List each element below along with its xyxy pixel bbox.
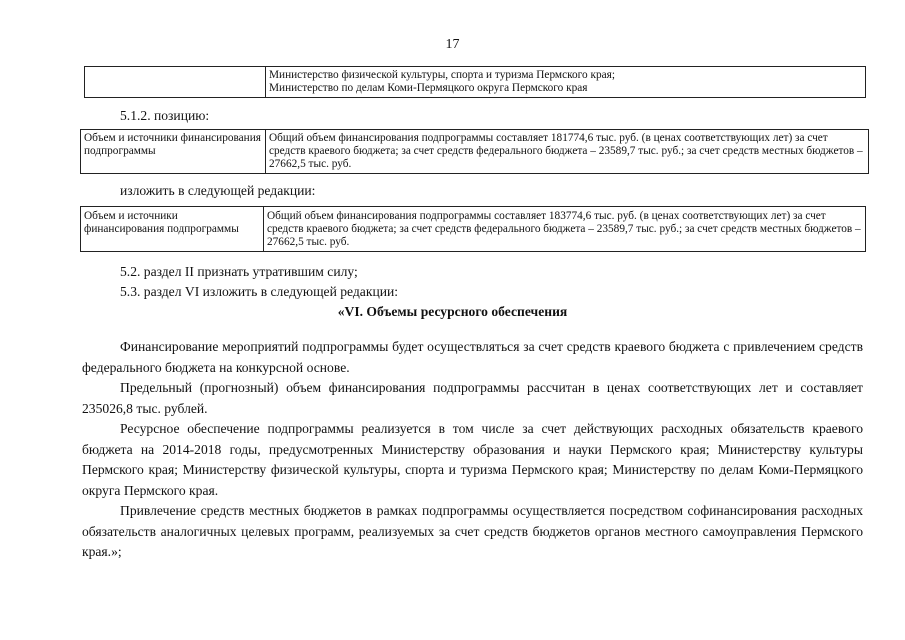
section-heading: «VI. Объемы ресурсного обеспечения xyxy=(337,304,568,319)
paragraph: Привлечение средств местных бюджетов в рамках подпрограммы осуществляется посредством софинансирования расходных обязательств аналогичных целевых программ, реализуемых за счет средств бюджетов органов местного самоуправления Пермского края.»; xyxy=(82,503,863,559)
table-old-left: Объем и источники финансирования подпрограммы xyxy=(81,130,266,173)
page-number: 17 xyxy=(445,37,460,52)
table-new-right: Общий объем финансирования подпрограммы составляет 183774,6 тыс. руб. (в ценах соответствующих лет) за счет средств краевого бюджета; за счет средств федерального бюджета – 23589,7 тыс. руб.; за счет средств местных бюджетов – 27662,5 тыс. руб. xyxy=(267,210,861,248)
item-5-3: 5.3. раздел VI изложить в следующей редакции: xyxy=(120,284,399,299)
table-line: Министерство по делам Коми-Пермяцкого округа Пермского края xyxy=(269,82,588,94)
item-5-1-2: 5.1.2. позицию: xyxy=(120,108,210,123)
table-old-right: Общий объем финансирования подпрограммы составляет 181774,6 тыс. руб. (в ценах соответствующих лет) за счет средств краевого бюджета; за счет средств федерального бюджета – 23589,7 тыс. руб.; за счет средств местных бюджетов – 27662,5 тыс. руб. xyxy=(269,132,863,170)
paragraph: Предельный (прогнозный) объем финансирования подпрограммы рассчитан в ценах соответствующих лет и составляет 235026,8 тыс. рублей. xyxy=(82,380,863,416)
table-line: Министерство физической культуры, спорта и туризма Пермского края; xyxy=(269,69,615,81)
table-continuation xyxy=(84,66,866,98)
paragraph: Ресурсное обеспечение подпрограммы реализуется в том числе за счет действующих расходных обязательств краевого бюджета на 2014-2018 годы, предусмотренных Министерству образования и науки Пермского края; Министерству культуры Пермского края; Министерству физической культуры, спорта и туризма Пермского края; Министерству по делам Коми-Пермяцкого округа Пермского края. xyxy=(82,421,863,498)
table-new-left: Объем и источники финансирования подпрограммы xyxy=(81,207,264,251)
table-old-version xyxy=(80,129,869,174)
table-new-version xyxy=(80,206,866,252)
item-5-2: 5.2. раздел II признать утратившим силу; xyxy=(120,264,358,279)
state-text: изложить в следующей редакции: xyxy=(120,183,316,198)
body-text xyxy=(82,337,863,563)
paragraph: Финансирование мероприятий подпрограммы будет осуществляться за счет средств краевого бюджета с привлечением средств федерального бюджета на конкурсной основе. xyxy=(82,339,863,375)
table-right-cell xyxy=(266,67,865,97)
table-left-cell xyxy=(85,67,266,97)
